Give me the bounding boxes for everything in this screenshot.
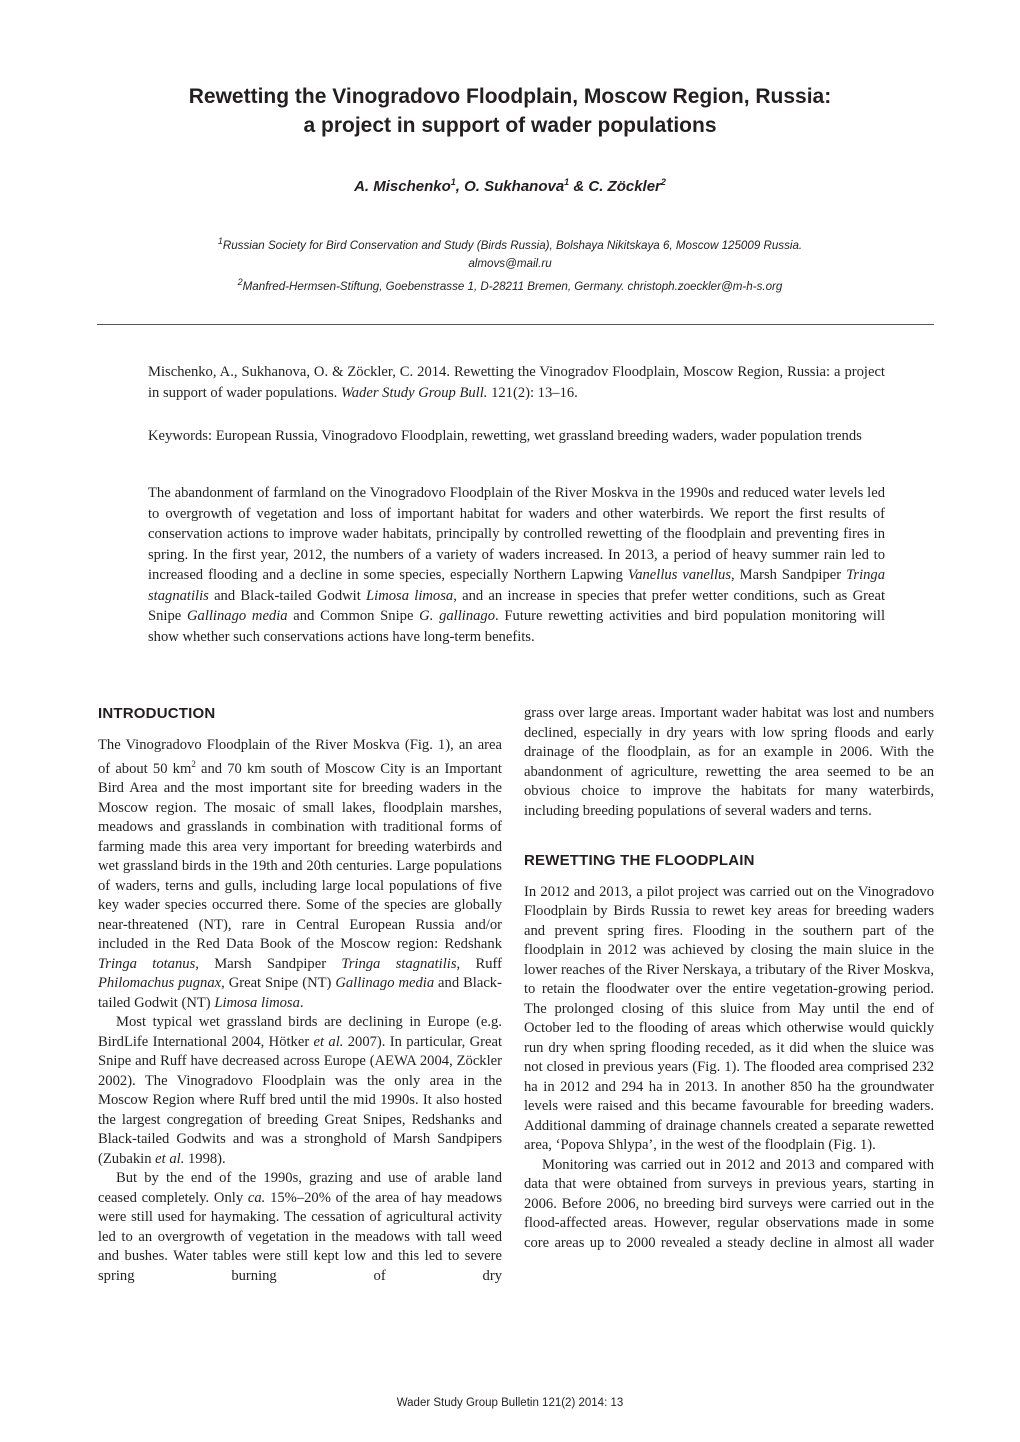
italic-text: Wader Study Group Bull. [340,384,488,401]
header-divider [97,324,934,325]
italic-text: Tringa totanus [98,955,196,972]
text-segment: . [299,994,304,1011]
text-segment: 15%–20% of the area of hay meadows were still used for haymaking. The cessation of agricultural activity led to an overgrowth of vegetation in the meadows with tall weed and bushes. Water tables were still kept low and this led to severe spring burning of dry [98,1189,502,1284]
italic-text: et al. [155,1150,185,1167]
paragraph [524,704,934,821]
text-segment: . Future rewetting activities and bird population monitoring will show whether such conservations actions have long-term benefits. [148,608,886,645]
article-title [0,82,1020,140]
affil-mark: 1 [217,236,223,246]
author-name: A. Mischenko [354,178,451,195]
italic-text: et al. [313,1033,344,1050]
italic-text: Gallinago media [335,975,435,992]
italic-text: Tringa stagnatilis [148,567,886,604]
author-affil-mark: 2 [660,177,666,187]
author-affil-mark: 1 [564,177,570,187]
text-segment: , Marsh Sandpiper [195,955,342,972]
italic-text: Limosa limosa [366,587,454,604]
text-segment: and Black-tailed Godwit (NT) [98,975,502,1011]
affiliations [0,232,1020,296]
title-line-2: a project in support of wader populations [303,114,717,137]
paragraph [98,736,502,1014]
italic-text: Vanellus vanellus [627,567,731,583]
left-column [98,704,502,1286]
affil-email: almovs@mail.ru [468,256,552,270]
text-segment: grass over large areas. Important wader habitat was lost and numbers declined, especially in dry years with low spring floods and early drainage of the floodplain, as for an example in 2006. With the abandonment of agriculture, rewetting the area seemed to be an obvious choice to improve the habitats for many waterbirds, including breeding populations of several waders and terns. [524,705,934,819]
italic-text: Philomachus pugnax [98,975,222,992]
affil-text: Russian Society for Bird Conservation and Study (Birds Russia), Bolshaya Nikitskaya 6, Moscow 125009 Russia. [222,238,803,252]
title-line-1: Rewetting the Vinogradovo Floodplain, Moscow Region, Russia: [188,85,832,108]
text-segment: 121(2): 13–16. [487,384,578,401]
text-segment: But by the end of the 1990s, grazing and use of arable land ceased completely. Only [98,1170,502,1206]
paragraph [98,1169,502,1286]
text-segment: and 70 km south of Moscow City is an Important Bird Area and the most important site for breeding waders in the Moscow region. The mosaic of small lakes, floodplain marshes, meadows and grasslands in combination with traditional forms of farming made this area very important for breeding waterbirds and wet grassland birds in the 19th and 20th centuries. Large populations of waders, terns and gulls, including large local populations of five key wader species occurred there. Some of the species are globally near-threatened (NT), rare in Central European Russia and/or included in the Red Data Book of the Moscow region: Redshank [98,760,502,953]
author-name: C. Zöckler [588,178,661,195]
text-segment: , and an increase in species that prefer wetter conditions, such as Great Snipe [148,587,885,624]
affil-text: Manfred-Hermsen-Stiftung, Goebenstrasse 1, D-28211 Bremen, Germany. christoph.zoeckler@m-h-s.org [242,279,783,293]
text-segment: 1998). [184,1150,226,1167]
text-segment: In 2012 and 2013, a pilot project was carried out on the Vinogradovo Floodplain by Birds Russia to rewet key areas for breeding waders and prevent spring fires. Flooding in the southern part of the floodplain in 2012 was achieved by closing the main sluice in the lower reaches of the River Nerskaya, a tributary of the River Moskva, to retain the floodwater over the entire vegetation-growing period. The prolonged closing of this sluice from May until the end of October led to the flooding of areas which otherwise would quickly run dry when spring flooding receded, as it did when the sluice was not closed in previous years (Fig. 1). The flooded area comprised 232 ha in 2012 and 294 ha in 2013. In another 850 ha the groundwater levels were raised and this became favourable for breeding waders. Additional damming of drainage channels created a separate rewetted area, ‘Popova Shlypa’, in the west of the floodplain (Fig. 1). [524,883,934,1153]
affil-mark: 2 [237,276,243,287]
text-segment: and Black-tailed Godwit [208,587,367,604]
author-separator: & [569,178,589,195]
text-segment: , Marsh Sandpiper [731,567,847,583]
italic-text: G. gallinago [419,608,496,624]
section-heading-introduction: INTRODUCTION [98,705,216,722]
paragraph [524,1156,934,1254]
author-affil-mark: 1 [450,177,456,187]
section-heading-rewetting: REWETTING THE FLOODPLAIN [524,852,755,869]
text-segment: Monitoring was carried out in 2012 and 2013 and compared with data that were obtained from surveys in previous years, starting in 2006. Before 2006, no breeding bird surveys were carried out in the flood-affected areas. However, regular observations made in some core areas up to 2000 revealed a steady decline in almost all wader [524,1156,934,1251]
text-segment: and Common Snipe [287,608,420,624]
italic-text: ca. [247,1189,266,1206]
text-segment: Mischenko, A., Sukhanova, O. & Zöckler, C. 2014. Rewetting the Vinogradov Floodplain, Moscow Region, Russia: a project in support of wader populations. [148,364,885,401]
text-segment: , Ruff [456,955,503,972]
abstract [148,483,885,647]
text-segment: The abandonment of farmland on the Vinogradovo Floodplain of the River Moskva in the 1990s and reduced water levels led to overgrowth of vegetation and loss of important habitat for waders and other waterbirds. We report the first results of conservation actions to improve wader habitats, principally by controlled rewetting of the floodplain and preventing fires in spring. In the first year, 2012, the numbers of a variety of waders increased. In 2013, a period of heavy summer rain led to increased flooding and a decline in some species, especially Northern Lapwing [148,485,885,583]
affiliation-2 [0,273,1020,296]
citation [148,362,885,403]
text-segment: 2007). In particular, Great Snipe and Ruff have decreased across Europe (AEWA 2004, Zöckler 2002). The Vinogradovo Floodplain was the only area in the Moscow Region where Ruff bred until the mid 1990s. It also hosted the largest congregation of breeding Great Snipes, Redshanks and Black-tailed Godwits and was a stronghold of Marsh Sandpipers (Zubakin [98,1033,502,1167]
affiliation-email [0,255,1020,273]
italic-text: Limosa limosa [214,994,300,1011]
superscript: 2 [191,759,196,769]
paragraph [524,883,934,1156]
keywords [148,426,885,447]
text-segment: Keywords: European Russia, Vinogradovo Floodplain, rewetting, wet grassland breeding waders, wader population trends [148,428,862,444]
text-segment: Most typical wet grassland birds are declining in Europe (e.g. BirdLife International 2004, Hötker [98,1014,502,1050]
italic-text: Gallinago media [186,608,288,624]
affiliation-1 [0,232,1020,255]
author-name: O. Sukhanova [464,178,565,195]
paragraph [98,1013,502,1169]
italic-text: Tringa stagnatilis [341,955,457,972]
text-segment: , Great Snipe (NT) [221,975,336,992]
author-list [0,177,1020,195]
text-segment: The Vinogradovo Floodplain of the River Moskva (Fig. 1), an area of about 50 km [98,736,502,777]
right-column [524,704,934,1253]
page-footer: Wader Study Group Bulletin 121(2) 2014: 13 [396,1397,624,1409]
author-separator: , [455,178,465,195]
